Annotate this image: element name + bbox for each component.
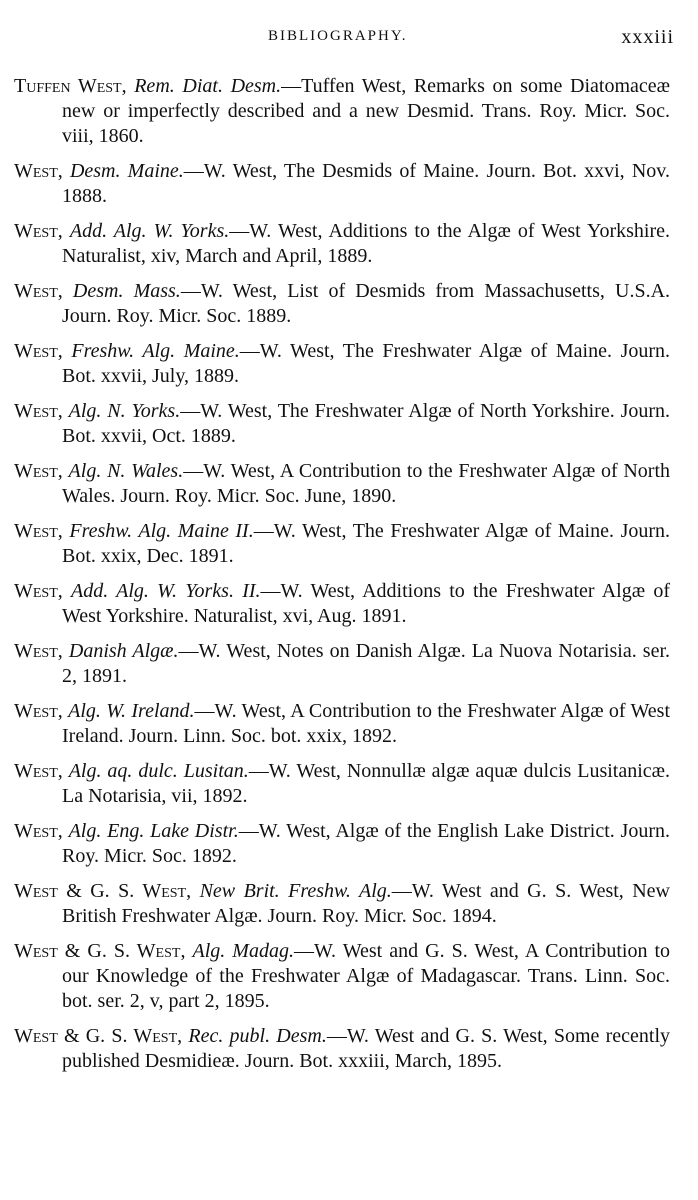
entry-author: West, <box>14 640 63 662</box>
entry-abbreviation: Alg. N. Yorks. <box>68 400 181 422</box>
bibliography-entry <box>14 879 670 929</box>
entry-abbreviation: Add. Alg. W. Yorks. II. <box>71 580 261 602</box>
bibliography-entry <box>14 74 670 149</box>
entry-author: West, <box>14 520 63 542</box>
bibliography-entry <box>14 399 670 449</box>
entry-abbreviation: Alg. aq. dulc. Lusitan. <box>68 760 249 782</box>
entry-citation: —W. West, The Freshwater Algæ of Maine. Journ. Bot. xxix, Dec. 1891. <box>62 520 671 567</box>
bibliography-entry <box>14 159 670 209</box>
entry-author: West, <box>14 460 63 482</box>
entry-author: West, <box>14 400 63 422</box>
entry-author: West, <box>14 820 63 842</box>
running-head <box>0 26 698 54</box>
bibliography-entry <box>14 339 670 389</box>
entry-citation: —W. West, A Contribution to the Freshwater Algæ of West Ireland. Journ. Linn. Soc. bot. xxix, 1892. <box>62 700 671 747</box>
entry-citation: —W. West, Nonnullæ algæ aquæ dulcis Lusitanicæ. La Notarisia, vii, 1892. <box>62 760 670 807</box>
entry-author: Tuffen West, <box>14 75 127 97</box>
bibliography-entry <box>14 579 670 629</box>
entry-author: West, <box>14 760 63 782</box>
entry-author: West, <box>14 220 63 242</box>
entry-author: West, <box>14 340 63 362</box>
entry-citation: —W. West, The Freshwater Algæ of North Yorkshire. Journ. Bot. xxvii, Oct. 1889. <box>62 400 671 447</box>
entry-citation: —W. West, The Freshwater Algæ of Maine. Journ. Bot. xxvii, July, 1889. <box>62 340 671 387</box>
entry-citation: —W. West, Additions to the Freshwater Algæ of West Yorkshire. Naturalist, xvi, Aug. 1891. <box>62 580 670 627</box>
entry-author: West & G. S. West, <box>14 1025 183 1047</box>
entry-citation: —W. West and G. S. West, New British Freshwater Algæ. Journ. Roy. Micr. Soc. 1894. <box>62 880 671 927</box>
bibliography-entry <box>14 819 670 869</box>
entry-citation: —W. West, List of Desmids from Massachusetts, U.S.A. Journ. Roy. Micr. Soc. 1889. <box>62 280 671 327</box>
entry-abbreviation: Alg. W. Ireland. <box>68 700 195 722</box>
entry-citation: —W. West, Additions to the Algæ of West Yorkshire. Naturalist, xiv, March and April, 1889. <box>62 220 671 267</box>
entry-abbreviation: Desm. Maine. <box>69 160 184 182</box>
entry-author: West, <box>14 160 63 182</box>
bibliography-entry <box>14 519 670 569</box>
entry-abbreviation: Rem. Diat. Desm. <box>134 75 282 97</box>
bibliography-entry <box>14 759 670 809</box>
bibliography-entry <box>14 639 670 689</box>
bibliography-entry <box>14 1024 670 1074</box>
entry-abbreviation: Add. Alg. W. Yorks. <box>69 220 230 242</box>
entry-author: West & G. S. West, <box>14 880 192 902</box>
entry-abbreviation: Alg. N. Wales. <box>68 460 184 482</box>
bibliography-entry <box>14 279 670 329</box>
bibliography-entry <box>14 939 670 1014</box>
entry-citation: —Tuffen West, Remarks on some Diatomaceæ new or imperfectly described and a new Desmid. Trans. Roy. Micr. Soc. viii, 1860. <box>62 75 670 147</box>
entry-abbreviation: Rec. publ. Desm. <box>188 1025 327 1047</box>
entry-citation: —W. West, The Desmids of Maine. Journ. Bot. xxvi, Nov. 1888. <box>62 160 670 207</box>
entry-abbreviation: Freshw. Alg. Maine II. <box>69 520 254 542</box>
bibliography-list <box>14 74 670 1084</box>
bibliography-entry <box>14 699 670 749</box>
bibliography-entry <box>14 459 670 509</box>
entry-abbreviation: Desm. Mass. <box>72 280 181 302</box>
entry-abbreviation: New Brit. Freshw. Alg. <box>199 880 392 902</box>
bibliography-entry <box>14 219 670 269</box>
entry-abbreviation: Alg. Madag. <box>192 940 294 962</box>
entry-author: West, <box>14 700 63 722</box>
entry-citation: —W. West, Notes on Danish Algæ. La Nuova Notarisia. ser. 2, 1891. <box>62 640 671 687</box>
page-number: xxxiii <box>621 26 674 48</box>
entry-abbreviation: Alg. Eng. Lake Distr. <box>68 820 239 842</box>
entry-abbreviation: Freshw. Alg. Maine. <box>71 340 240 362</box>
entry-citation: —W. West and G. S. West, Some recently published Desmidieæ. Journ. Bot. xxxiii, March, 1895. <box>62 1025 671 1072</box>
entry-author: West, <box>14 580 63 602</box>
entry-abbreviation: Danish Algæ. <box>68 640 179 662</box>
running-title: BIBLIOGRAPHY. <box>268 28 408 44</box>
entry-citation: —W. West and G. S. West, A Contribution to our Knowledge of the Freshwater Algæ of Madagascar. Trans. Linn. Soc. bot. ser. 2, v, part 2, 1895. <box>62 940 671 1012</box>
entry-author: West & G. S. West, <box>14 940 186 962</box>
entry-citation: —W. West, Algæ of the English Lake District. Journ. Roy. Micr. Soc. 1892. <box>62 820 670 867</box>
entry-author: West, <box>14 280 63 302</box>
entry-citation: —W. West, A Contribution to the Freshwater Algæ of North Wales. Journ. Roy. Micr. Soc. June, 1890. <box>62 460 671 507</box>
